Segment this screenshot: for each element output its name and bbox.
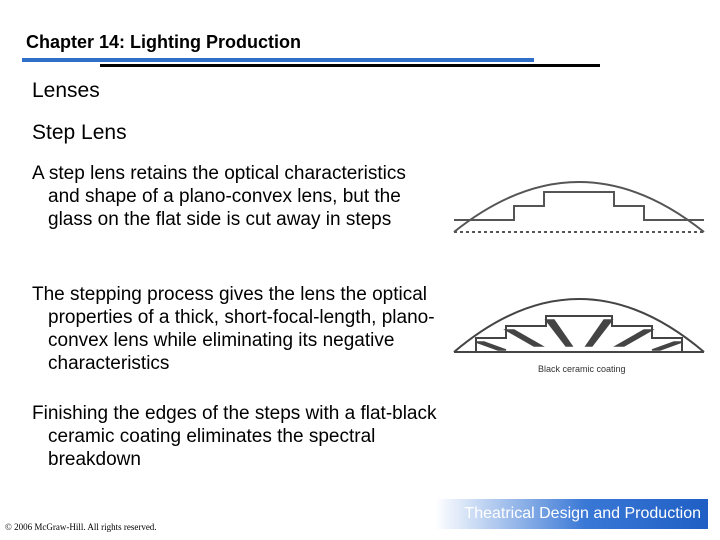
coated-step-lens-diagram: [446, 276, 712, 380]
chapter-title: Chapter 14: Lighting Production: [26, 32, 301, 52]
section-subheading: Step Lens: [32, 121, 127, 144]
paragraph-stepping-process: The stepping process gives the lens the optical properties of a thick, short-focal-length, plano-convex lens while eliminating its negative characteristics: [32, 284, 435, 374]
header-rule-blue: [22, 58, 534, 62]
coated-lens-steps: [476, 316, 682, 352]
paragraph-step-lens-description: A step lens retains the optical characteristics and shape of a plano-convex lens, but the glass on the flat side is cut away in steps: [32, 163, 406, 230]
header-rule-black: [100, 64, 600, 67]
step-lens-diagram: [446, 160, 712, 240]
lens-curved-surface: [454, 182, 704, 232]
paragraph-edge-finishing: Finishing the edges of the steps with a flat-black ceramic coating eliminates the spectral breakdown: [32, 403, 437, 470]
coating-label: Black ceramic coating: [538, 364, 626, 374]
section-heading: Lenses: [32, 79, 100, 102]
copyright-notice: © 2006 McGraw-Hill. All rights reserved.: [5, 522, 157, 532]
footer-book-title: Theatrical Design and Production: [464, 505, 701, 522]
